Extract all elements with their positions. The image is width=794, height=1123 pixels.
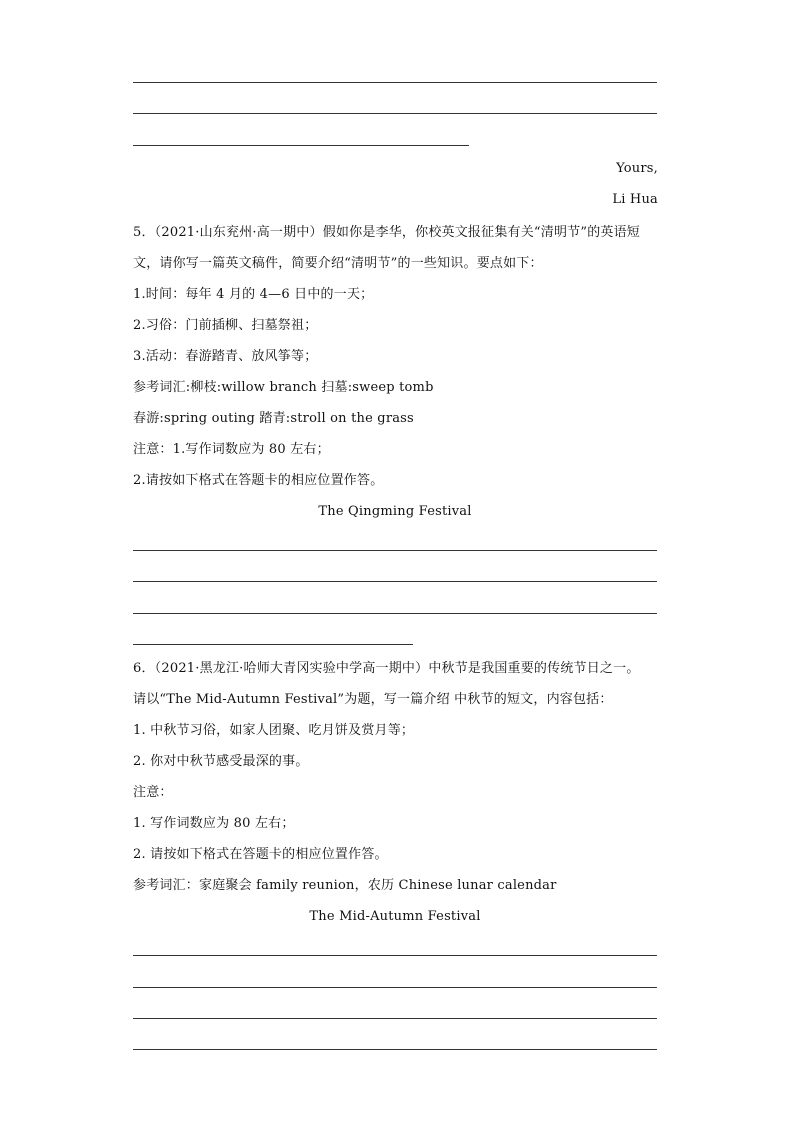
answer-line xyxy=(133,1049,657,1050)
q5-prompt-line1: 5．（2021·山东兖州·高一期中）假如你是李华，你校英文报征集有关“清明节”的英语短 xyxy=(133,225,641,240)
q6-note1: 1. 写作词数应为 80 左右； xyxy=(133,816,295,831)
letter-closing-yours: Yours, xyxy=(616,161,658,176)
q6-point1: 1. 中秋节习俗，如家人团聚、吃月饼及赏月等； xyxy=(133,723,415,738)
answer-line xyxy=(133,1018,657,1019)
q6-note2: 2. 请按如下格式在答题卡的相应位置作答。 xyxy=(133,847,388,862)
q6-prompt-line2: 请以“The Mid-Autumn Festival”为题，写一篇介绍 中秋节的短文，内容包括： xyxy=(133,692,613,707)
answer-line xyxy=(133,987,657,988)
q6-essay-title: The Mid-Autumn Festival xyxy=(309,909,481,924)
q5-vocab2: 春游:spring outing 踏青:stroll on the grass xyxy=(133,411,414,426)
q6-point2: 2. 你对中秋节感受最深的事。 xyxy=(133,754,309,769)
answer-line-short xyxy=(133,644,413,645)
q6-vocab: 参考词汇：家庭聚会 family reunion，农历 Chinese lunar calendar xyxy=(133,878,557,893)
q5-prompt-line2: 文，请你写一篇英文稿件，简要介绍“清明节”的一些知识。要点如下： xyxy=(133,256,543,271)
answer-line xyxy=(133,82,657,83)
answer-line xyxy=(133,550,657,551)
letter-closing-name: Li Hua xyxy=(612,192,658,207)
q6-prompt-line1: 6．（2021·黑龙江·哈师大青冈实验中学高一期中）中秋节是我国重要的传统节日之一。 xyxy=(133,661,640,676)
q5-point3: 3.活动：春游踏青、放风筝等； xyxy=(133,349,318,364)
answer-line xyxy=(133,581,657,582)
q5-vocab1: 参考词汇:柳枝:willow branch 扫墓:sweep tomb xyxy=(133,380,434,395)
q5-point1: 1.时间：每年 4 月的 4—6 日中的一天； xyxy=(133,287,374,302)
q6-note-label: 注意： xyxy=(133,785,173,800)
answer-line xyxy=(133,613,657,614)
q5-essay-title: The Qingming Festival xyxy=(318,504,472,519)
q5-point2: 2.习俗：门前插柳、扫墓祭祖； xyxy=(133,318,318,333)
q5-note1: 注意：1.写作词数应为 80 左右； xyxy=(133,442,330,457)
answer-line-short xyxy=(133,145,469,146)
answer-line xyxy=(133,955,657,956)
answer-line xyxy=(133,113,657,114)
q5-note2: 2.请按如下格式在答题卡的相应位置作答。 xyxy=(133,473,384,488)
